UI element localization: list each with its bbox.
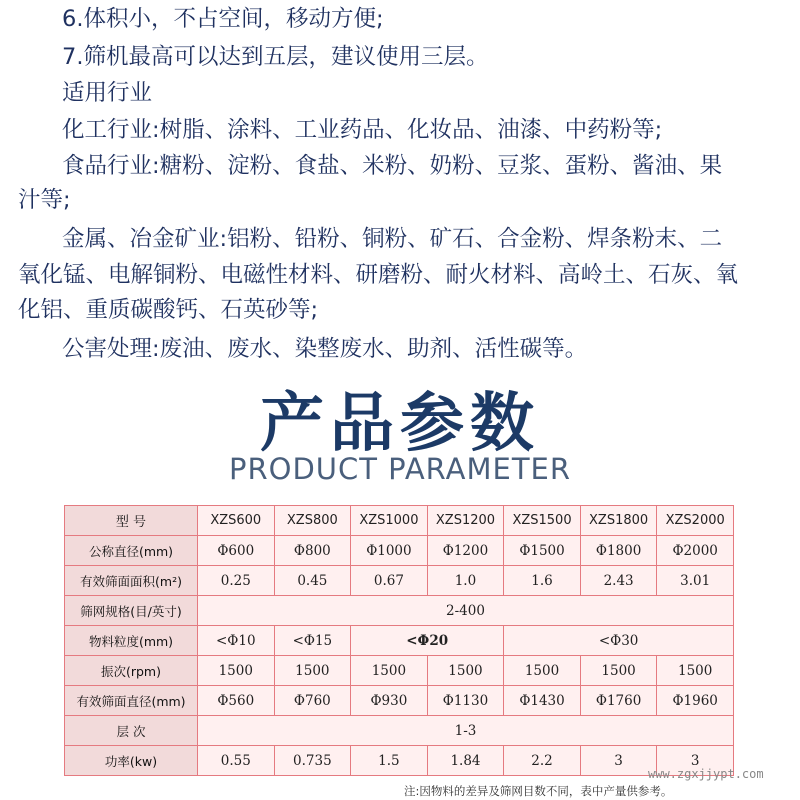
- industry-food-line2: 汁等;: [18, 187, 71, 213]
- industry-pollution: 公害处理:废油、废水、染整废水、助剂、活性碳等。: [62, 336, 588, 362]
- vibration-cell: 1500: [198, 656, 275, 686]
- section-title-cn: 产品参数: [260, 387, 540, 461]
- row-label-mesh: 筛网规格(目/英寸): [65, 596, 198, 626]
- model-cell: XZS1200: [427, 506, 504, 536]
- row-label-power: 功率(kw): [65, 746, 198, 776]
- diameter-cell: Φ800: [274, 536, 351, 566]
- power-cell: 1.5: [351, 746, 428, 776]
- industry-metal-line1: 金属、冶金矿业:铝粉、铅粉、铜粉、矿石、合金粉、焊条粉末、二: [62, 226, 723, 252]
- screen-dia-cell: Φ1960: [657, 686, 734, 716]
- diameter-cell: Φ600: [198, 536, 275, 566]
- particle-cell: <Φ15: [274, 626, 351, 656]
- vibration-cell: 1500: [580, 656, 657, 686]
- row-label-vibration: 振次(rpm): [65, 656, 198, 686]
- table-row-vibration: [65, 656, 734, 686]
- screen-dia-cell: Φ930: [351, 686, 428, 716]
- table-row-particle: [65, 626, 734, 656]
- power-cell: 1.84: [427, 746, 504, 776]
- diameter-cell: Φ1500: [504, 536, 581, 566]
- row-label-layers: 层 次: [65, 716, 198, 746]
- area-cell: 3.01: [657, 566, 734, 596]
- vibration-cell: 1500: [427, 656, 504, 686]
- row-label-area: 有效筛面面积(m²): [65, 566, 198, 596]
- area-cell: 0.45: [274, 566, 351, 596]
- model-cell: XZS1800: [580, 506, 657, 536]
- feature-item-6: 6.体积小，不占空间，移动方便;: [62, 6, 384, 32]
- power-cell: 3: [580, 746, 657, 776]
- model-cell: XZS2000: [657, 506, 734, 536]
- model-cell: XZS600: [198, 506, 275, 536]
- industry-food-line1: 食品行业:糖粉、淀粉、食盐、米粉、奶粉、豆浆、蛋粉、酱油、果: [62, 153, 723, 179]
- row-label-model: 型 号: [65, 506, 198, 536]
- screen-dia-cell: Φ760: [274, 686, 351, 716]
- area-cell: 1.0: [427, 566, 504, 596]
- row-label-screen-diameter: 有效筛面直径(mm): [65, 686, 198, 716]
- diameter-cell: Φ2000: [657, 536, 734, 566]
- diameter-cell: Φ1200: [427, 536, 504, 566]
- particle-cell: <Φ10: [198, 626, 275, 656]
- area-cell: 0.67: [351, 566, 428, 596]
- particle-cell: <Φ30: [504, 626, 734, 656]
- screen-dia-cell: Φ1130: [427, 686, 504, 716]
- area-cell: 1.6: [504, 566, 581, 596]
- table-row-diameter: [65, 536, 734, 566]
- section-title-en: PRODUCT PARAMETER: [228, 452, 572, 486]
- model-cell: XZS1500: [504, 506, 581, 536]
- model-cell: XZS800: [274, 506, 351, 536]
- particle-cell: <Φ20: [351, 626, 504, 656]
- model-cell: XZS1000: [351, 506, 428, 536]
- footnote: 注:因物料的差异及筛网目数不同，表中产量供参考。: [404, 784, 673, 798]
- screen-dia-cell: Φ1430: [504, 686, 581, 716]
- power-cell: 2.2: [504, 746, 581, 776]
- power-cell: 3: [657, 746, 734, 776]
- vibration-cell: 1500: [657, 656, 734, 686]
- layers-cell: 1-3: [198, 716, 734, 746]
- screen-dia-cell: Φ560: [198, 686, 275, 716]
- area-cell: 2.43: [580, 566, 657, 596]
- industries-heading: 适用行业: [62, 80, 153, 106]
- mesh-cell: 2-400: [198, 596, 734, 626]
- table-row-area: [65, 566, 734, 596]
- diameter-cell: Φ1000: [351, 536, 428, 566]
- row-label-diameter: 公称直径(mm): [65, 536, 198, 566]
- vibration-cell: 1500: [274, 656, 351, 686]
- feature-item-7: 7.筛机最高可以达到五层，建议使用三层。: [62, 44, 489, 70]
- vibration-cell: 1500: [504, 656, 581, 686]
- power-cell: 0.735: [274, 746, 351, 776]
- industry-chemical: 化工行业:树脂、涂料、工业药品、化妆品、油漆、中药粉等;: [62, 117, 663, 143]
- parameter-table: [64, 505, 734, 776]
- screen-dia-cell: Φ1760: [580, 686, 657, 716]
- watermark-url: www.zgxjjypt.com: [648, 767, 764, 781]
- table-row-mesh: [65, 596, 734, 626]
- table-row-layers: [65, 716, 734, 746]
- industry-metal-line3: 化铝、重质碳酸钙、石英砂等;: [18, 297, 319, 323]
- row-label-particle: 物料粒度(mm): [65, 626, 198, 656]
- diameter-cell: Φ1800: [580, 536, 657, 566]
- table-row-power: [65, 746, 734, 776]
- area-cell: 0.25: [198, 566, 275, 596]
- vibration-cell: 1500: [351, 656, 428, 686]
- table-row-screen-diameter: [65, 686, 734, 716]
- table-row-model: [65, 506, 734, 536]
- industry-metal-line2: 氧化锰、电解铜粉、电磁性材料、研磨粉、耐火材料、高岭土、石灰、氧: [18, 262, 739, 288]
- power-cell: 0.55: [198, 746, 275, 776]
